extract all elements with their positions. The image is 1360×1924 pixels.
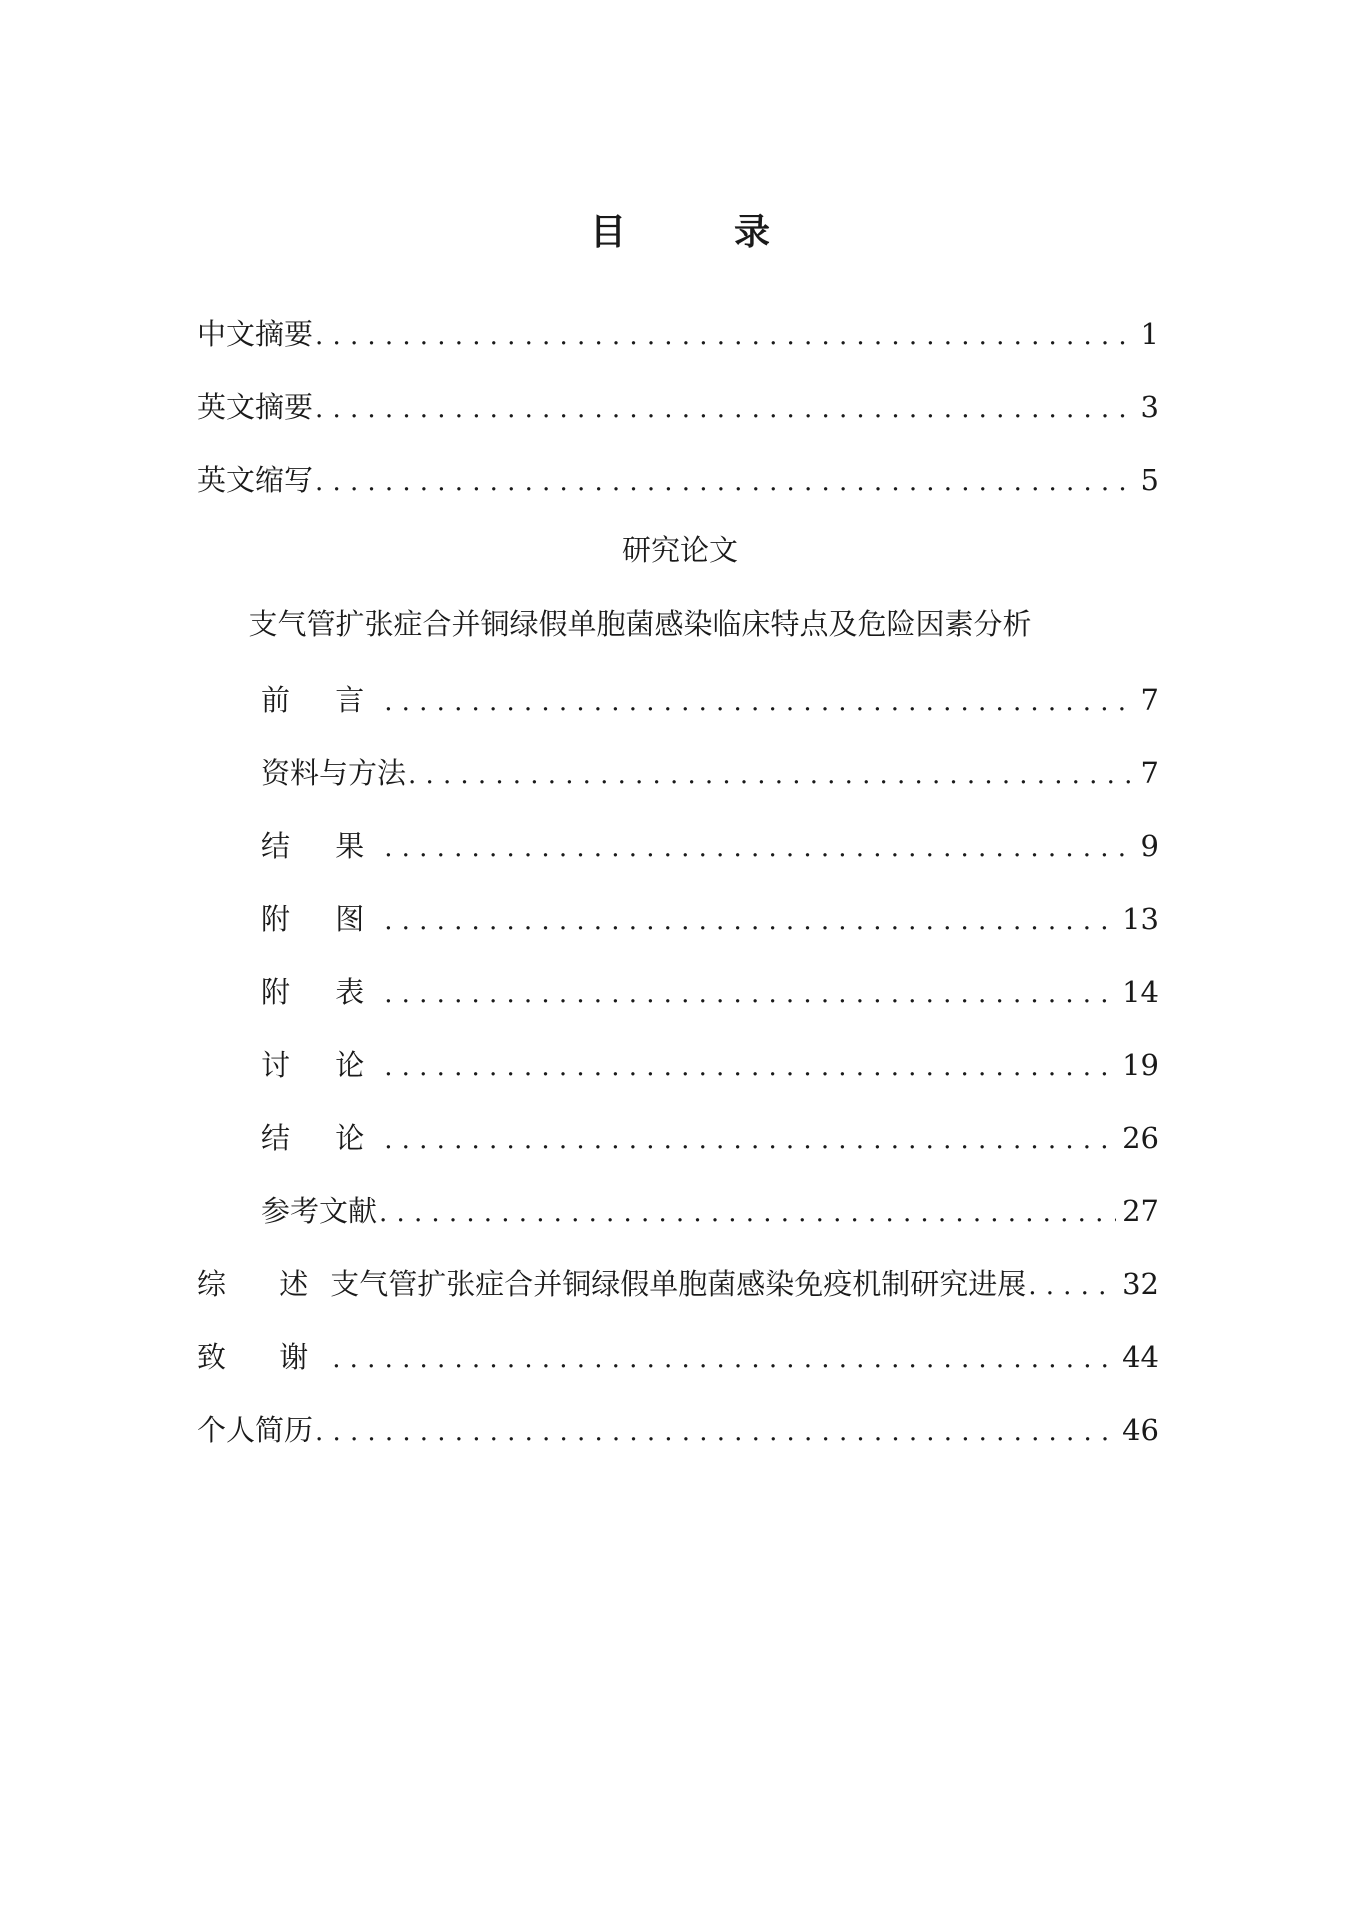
toc-entry-label: 附 图 xyxy=(261,902,383,936)
toc-entry-label: 支气管扩张症合并铜绿假单胞菌感染免疫机制研究进展 xyxy=(330,1267,1027,1301)
toc-entry-page: 44 xyxy=(1122,1340,1159,1374)
dot-leader xyxy=(408,755,1135,795)
dot-leader xyxy=(1028,1266,1116,1306)
dot-leader xyxy=(384,828,1134,868)
dot-leader xyxy=(315,316,1135,356)
dot-leader xyxy=(384,1120,1116,1160)
toc-entry-references[interactable] xyxy=(261,1191,1159,1231)
toc-entry-page: 32 xyxy=(1122,1267,1159,1301)
toc-entry-page: 7 xyxy=(1140,756,1159,790)
dot-leader xyxy=(332,1339,1116,1379)
toc-entry-label: 结 论 xyxy=(261,1121,383,1155)
toc-entry-resume[interactable] xyxy=(197,1410,1159,1450)
toc-entry-acknowledgements[interactable] xyxy=(197,1337,1159,1377)
paper-title: 支气管扩张症合并铜绿假单胞菌感染临床特点及危险因素分析 xyxy=(248,607,1032,641)
toc-entry-methods[interactable] xyxy=(261,753,1159,793)
toc-entry-page: 26 xyxy=(1122,1121,1159,1155)
dot-leader xyxy=(384,974,1116,1014)
toc-entry-label: 附 表 xyxy=(261,975,383,1009)
toc-entry-results[interactable] xyxy=(261,826,1159,866)
toc-entry-abbreviations[interactable] xyxy=(197,460,1159,500)
toc-entry-page: 19 xyxy=(1122,1048,1159,1082)
section-heading: 研究论文 xyxy=(621,533,738,567)
toc-entry-label: 致 谢 xyxy=(197,1340,331,1374)
toc-entry-page: 9 xyxy=(1140,829,1159,863)
toc-entry-preface[interactable] xyxy=(261,680,1159,720)
toc-entry-english-abstract[interactable] xyxy=(197,387,1159,427)
dot-leader xyxy=(384,901,1116,941)
toc-entry-page: 7 xyxy=(1140,683,1159,717)
toc-entry-page: 3 xyxy=(1140,390,1159,424)
page-title: 目 录 xyxy=(589,212,806,253)
toc-entry-page: 5 xyxy=(1140,463,1159,497)
toc-entry-page: 27 xyxy=(1122,1194,1159,1228)
dot-leader xyxy=(315,1412,1116,1452)
dot-leader xyxy=(315,389,1135,429)
toc-entry-conclusion[interactable] xyxy=(261,1118,1159,1158)
toc-entry-review[interactable] xyxy=(197,1264,1159,1304)
dot-leader xyxy=(384,1047,1116,1087)
toc-entry-label: 个人简历 xyxy=(197,1413,314,1447)
toc-entry-discussion[interactable] xyxy=(261,1045,1159,1085)
dot-leader xyxy=(384,682,1134,722)
dot-leader xyxy=(379,1193,1116,1233)
toc-entry-page: 46 xyxy=(1122,1413,1159,1447)
toc-entry-label: 参考文献 xyxy=(261,1194,378,1228)
toc-entry-tables[interactable] xyxy=(261,972,1159,1012)
toc-entry-chinese-abstract[interactable] xyxy=(197,314,1159,354)
toc-entry-label: 结 果 xyxy=(261,829,383,863)
toc-entry-label: 前 言 xyxy=(261,683,383,717)
toc-entry-page: 1 xyxy=(1140,317,1159,351)
toc-entry-prefix: 综 述 xyxy=(197,1267,331,1301)
toc-entry-figures[interactable] xyxy=(261,899,1159,939)
toc-entry-page: 13 xyxy=(1122,902,1159,936)
toc-entry-label: 资料与方法 xyxy=(261,756,407,790)
toc-entry-label: 讨 论 xyxy=(261,1048,383,1082)
toc-entry-label: 中文摘要 xyxy=(197,317,314,351)
toc-entry-label: 英文摘要 xyxy=(197,390,314,424)
toc-entry-label: 英文缩写 xyxy=(197,463,314,497)
toc-entry-page: 14 xyxy=(1122,975,1159,1009)
dot-leader xyxy=(315,462,1135,502)
